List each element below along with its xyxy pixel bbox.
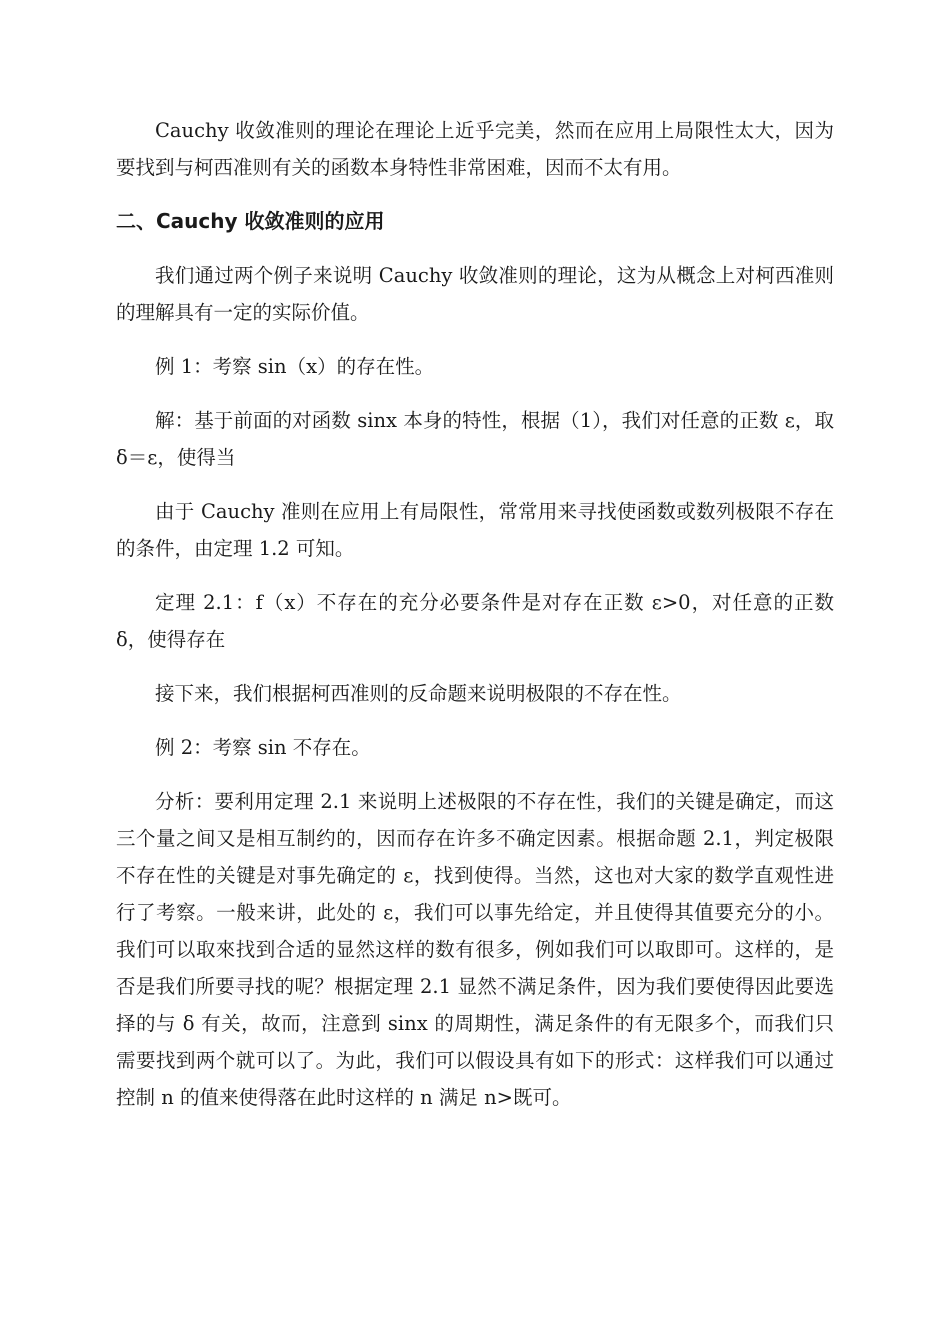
document-page [116, 112, 834, 1133]
section-heading: 二、Cauchy 收敛准则的应用 [116, 209, 385, 233]
paragraph-example-1: 例 1：考察 sin（x）的存在性。 [155, 355, 435, 378]
paragraph-solution-1: 解：基于前面的对函数 sinx 本身的特性，根据（1），我们对任意的正数 ε，取 δ＝ε，使得当 [116, 409, 834, 469]
paragraph-analysis: 分析：要利用定理 2.1 来说明上述极限的不存在性，我们的关键是确定，而这三个量之间又是相互制约的，因而存在许多不确定因素。根据命题 2.1，判定极限不存在性的关键是对事先确定的 ε，找到使得。当然，这也对大家的数学直观性进行了考察。一般来讲，此处的 ε，我们可以事先给定，并且使得其值要充分的小。我们可以取來找到合适的显然这样的数有很多，例如我们可以取即可。这样的，是否是我们所要寻找的呢？根据定理 2.1 显然不满足条件，因为我们要使得因此要选择的与 δ 有关，故而，注意到 sinx 的周期性，满足条件的有无限多个，而我们只需要找到两个就可以了。为此，我们可以假设具有如下的形式：这样我们可以通过控制 n 的值来使得落在此时这样的 n 满足 n>既可。 [116, 790, 834, 1109]
paragraph-theorem-2-1: 定理 2.1：f（x）不存在的充分必要条件是对存在正数 ε>0，对任意的正数 δ，使得存在 [116, 591, 834, 651]
paragraph-cauchy-limitation: 由于 Cauchy 准则在应用上有局限性，常常用来寻找使函数或数列极限不存在的条件，由定理 1.2 可知。 [116, 500, 834, 560]
paragraph-next: 接下来，我们根据柯西准则的反命题来说明极限的不存在性。 [155, 682, 682, 705]
paragraph-intro-examples: 我们通过两个例子来说明 Cauchy 收敛准则的理论，这为从概念上对柯西准则的理解具有一定的实际价值。 [116, 264, 834, 324]
intro-paragraph: Cauchy 收敛准则的理论在理论上近乎完美，然而在应用上局限性太大，因为要找到与柯西准则有关的函数本身特性非常困难，因而不太有用。 [116, 119, 834, 179]
paragraph-example-2: 例 2：考察 sin 不存在。 [155, 736, 371, 759]
